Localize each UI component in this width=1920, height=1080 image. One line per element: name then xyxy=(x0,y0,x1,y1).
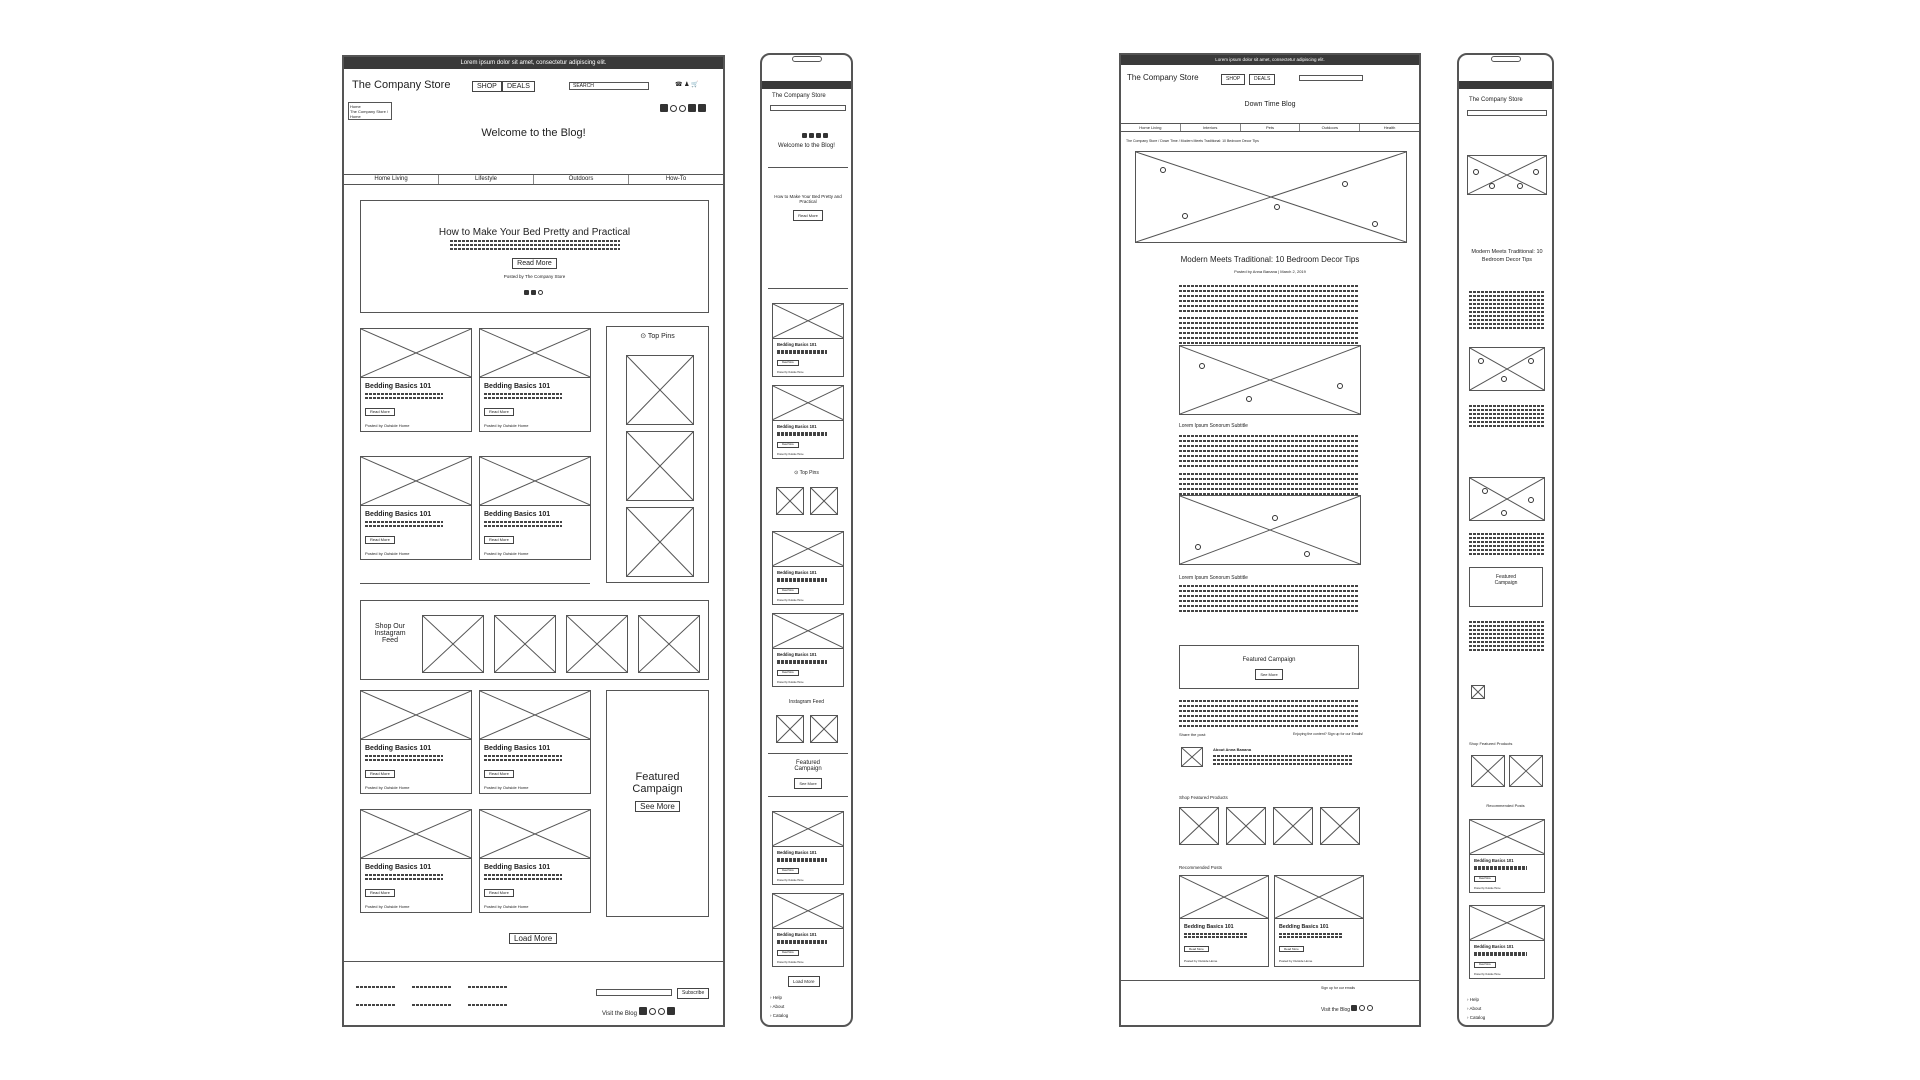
breadcrumb: The Company Store / Home xyxy=(350,109,389,119)
post-card[interactable] xyxy=(772,531,844,605)
nav-item[interactable]: How-To xyxy=(665,176,687,182)
post-title[interactable]: Bedding Basics 101 xyxy=(365,383,432,391)
post-author: Posted by Outside Home xyxy=(1474,972,1501,976)
read-more-button[interactable]: Read More xyxy=(777,950,799,956)
post-title[interactable]: Bedding Basics 101 xyxy=(365,864,432,872)
pin-image xyxy=(626,507,694,577)
read-more-button[interactable]: Read More xyxy=(365,408,395,416)
mobile-article-title: Modern Meets Traditional: 10 Bedroom Decor Tips xyxy=(1471,249,1543,263)
read-more-button[interactable]: Read More xyxy=(777,442,799,448)
post-card[interactable] xyxy=(1274,875,1364,967)
article-deals[interactable]: DEALS xyxy=(1249,74,1275,85)
post-author: Posted by Outside Home xyxy=(777,370,804,374)
post-image xyxy=(479,809,591,859)
post-image xyxy=(772,893,844,929)
social-icons[interactable] xyxy=(660,99,708,117)
hotspot-dot[interactable] xyxy=(1199,363,1205,369)
mobile-article-frame xyxy=(1457,53,1554,1027)
post-title[interactable]: Bedding Basics 101 xyxy=(777,342,817,348)
mobile-article-featured-title: Featured Campaign xyxy=(1494,574,1518,586)
email-signup[interactable] xyxy=(596,989,672,996)
post-image xyxy=(1469,905,1545,941)
product-image xyxy=(1320,807,1360,845)
mobile-article-search[interactable] xyxy=(1467,110,1547,116)
instagram-image xyxy=(810,715,838,743)
mobile-article-footer[interactable]: › Help › About › Catalog xyxy=(1467,997,1486,1020)
post-image xyxy=(772,811,844,847)
visit-blog[interactable] xyxy=(602,1007,677,1017)
category-nav xyxy=(344,174,723,185)
desktop-blog-frame xyxy=(342,55,725,1027)
post-title[interactable]: Bedding Basics 101 xyxy=(484,864,551,872)
footer-link-catalog[interactable]: Catalog xyxy=(772,1013,789,1018)
product-image xyxy=(1509,755,1543,787)
post-title[interactable]: Bedding Basics 101 xyxy=(777,652,817,658)
mobile-article-recommended: Recommended Posts xyxy=(1486,803,1525,808)
post-card[interactable] xyxy=(360,328,472,432)
post-image xyxy=(360,809,472,859)
phone-notch xyxy=(792,56,822,62)
mobile-hero-title[interactable]: How to Make Your Bed Pretty and Practical xyxy=(774,194,842,204)
article-visit[interactable] xyxy=(1321,1005,1375,1013)
visit-blog-label: Visit the Blog xyxy=(602,1011,637,1017)
post-card[interactable] xyxy=(772,385,844,459)
article-hero-image xyxy=(1135,151,1407,243)
author-box: About Anna Banana xyxy=(1213,747,1252,752)
subtitle-1: Lorem Ipsum Sonorum Subtitle xyxy=(1179,423,1248,429)
instagram-image xyxy=(422,615,484,673)
article-featured-title: Featured Campaign xyxy=(1242,657,1296,663)
read-more-button[interactable]: Read More xyxy=(365,770,395,778)
post-image xyxy=(1179,875,1269,919)
hotspot-dot[interactable] xyxy=(1489,183,1495,189)
recommended-label: Recommended Posts xyxy=(1179,865,1223,870)
article-nav-item[interactable]: Interiors xyxy=(1181,124,1241,131)
nav-item[interactable]: Lifestyle xyxy=(439,175,534,184)
article-signup: Sign up for our emails xyxy=(1321,986,1356,990)
page-title: Welcome to the Blog! xyxy=(481,127,586,139)
hotspot-dot[interactable] xyxy=(1528,497,1534,503)
read-more-button[interactable]: Read More xyxy=(777,868,799,874)
post-card[interactable] xyxy=(360,456,472,560)
article-search[interactable] xyxy=(1299,75,1363,81)
featured-campaign xyxy=(606,690,709,917)
read-more-button[interactable]: Read More xyxy=(484,889,514,897)
read-more-button[interactable]: Read More xyxy=(365,536,395,544)
post-card[interactable] xyxy=(772,811,844,885)
article-nav xyxy=(1121,123,1419,132)
read-more-button[interactable]: Read More xyxy=(484,770,514,778)
post-card[interactable] xyxy=(479,690,591,794)
post-card[interactable] xyxy=(360,690,472,794)
article-shop[interactable]: SHOP xyxy=(1221,74,1245,85)
pin-image xyxy=(626,431,694,501)
post-title[interactable]: Bedding Basics 101 xyxy=(1474,944,1514,950)
post-image xyxy=(772,613,844,649)
article-nav-item[interactable]: Health xyxy=(1383,125,1396,130)
store-logo[interactable]: The Company Store xyxy=(352,79,451,91)
mobile-social[interactable] xyxy=(802,125,830,143)
post-author: Posted by Outside Home xyxy=(1279,958,1313,963)
post-image xyxy=(479,328,591,378)
mobile-article-image xyxy=(1469,347,1545,391)
phone-notch-2 xyxy=(1491,56,1521,62)
post-title[interactable]: Bedding Basics 101 xyxy=(777,850,817,856)
post-image xyxy=(479,456,591,506)
post-image xyxy=(360,456,472,506)
read-more-button[interactable]: Read More xyxy=(777,360,799,366)
mobile-search[interactable] xyxy=(770,105,846,111)
post-author: Posted by Outside Home xyxy=(777,680,804,684)
mobile-featured-title: Featured Campaign xyxy=(794,760,822,772)
article-promo-bar: Lorem ipsum dolor sit amet, consectetur adipiscing elit. xyxy=(1121,55,1419,65)
instagram-image xyxy=(776,715,804,743)
read-more-button[interactable]: Read More xyxy=(777,670,799,676)
top-pins-title: ⊙ Top Pins xyxy=(640,333,675,340)
read-more-button[interactable]: Read More xyxy=(1474,876,1496,882)
see-more-button[interactable]: See More xyxy=(635,801,680,812)
post-author: Posted by Outside Home xyxy=(777,452,804,456)
header-icons[interactable]: ☎ ♟ 🛒 xyxy=(675,82,699,88)
author-avatar xyxy=(1181,747,1203,767)
article-blog-name: Down Time Blog xyxy=(1244,101,1296,108)
pin-image xyxy=(626,355,694,425)
mobile-blog-frame xyxy=(760,53,853,1027)
post-title[interactable]: Bedding Basics 101 xyxy=(1184,923,1234,930)
share-post: Share the post: xyxy=(1179,732,1207,737)
read-more-button[interactable]: Read More xyxy=(777,588,799,594)
post-card[interactable] xyxy=(1469,905,1545,979)
read-more-button[interactable]: Read More xyxy=(1279,946,1304,953)
hero-title[interactable]: How to Make Your Bed Pretty and Practical xyxy=(438,227,631,238)
article-nav-item[interactable]: Home Living xyxy=(1121,124,1181,131)
hotspot-dot[interactable] xyxy=(1501,376,1507,382)
post-title[interactable]: Bedding Basics 101 xyxy=(777,932,817,938)
subscribe-button[interactable]: Subscribe xyxy=(677,988,709,999)
hotspot-dot[interactable] xyxy=(1473,169,1479,175)
footer-link-about[interactable]: About xyxy=(772,1004,785,1009)
hero-posted: Posted by The Company Store xyxy=(503,274,566,279)
article-byline: Posted by Anna Banana | March 2, 2019 xyxy=(1234,269,1306,274)
article-breadcrumb[interactable]: The Company Store / Down Time / Modern Meets Traditional: 10 Bedroom Decor Tips xyxy=(1126,139,1259,143)
mobile-promo-bar xyxy=(762,81,851,89)
read-more-button[interactable]: Read More xyxy=(1474,962,1496,968)
mobile-hero xyxy=(768,167,848,289)
hotspot-dot[interactable] xyxy=(1528,358,1534,364)
mobile-title: Welcome to the Blog! xyxy=(778,143,835,149)
featured-title: Featured Campaign xyxy=(632,771,683,795)
article-image-2 xyxy=(1179,495,1361,565)
home-label: Home xyxy=(350,104,361,109)
shop-featured-label: Shop Featured Products xyxy=(1179,795,1228,800)
post-author: Posted by Outside Home xyxy=(777,878,804,882)
post-card[interactable] xyxy=(360,809,472,913)
post-author: Posted by Outside Home xyxy=(777,960,804,964)
pin-image xyxy=(776,487,804,515)
post-author: Posted by Outside Home xyxy=(365,784,410,790)
post-image xyxy=(772,303,844,339)
instagram-label: Shop Our Instagram Feed xyxy=(374,623,406,644)
article-visit-label: Visit the Blog xyxy=(1321,1007,1351,1013)
post-card[interactable] xyxy=(772,613,844,687)
footer-link-catalog-2[interactable]: Catalog xyxy=(1469,1015,1486,1020)
read-more-button[interactable]: Read More xyxy=(1184,946,1209,953)
mobile-article-shop: Shop Featured Products xyxy=(1469,741,1513,746)
deals-menu[interactable]: DEALS xyxy=(502,81,535,92)
post-author: Posted by Outside Home xyxy=(484,903,529,909)
read-more-button[interactable]: Read More xyxy=(365,889,395,897)
article-featured xyxy=(1179,645,1359,689)
home-dropdown[interactable] xyxy=(348,102,392,120)
post-title[interactable]: Bedding Basics 101 xyxy=(484,511,551,519)
promo-bar: Lorem ipsum dolor sit amet, consectetur adipiscing elit. xyxy=(344,57,723,69)
product-image xyxy=(1226,807,1266,845)
mobile-instagram-label: Instagram Feed xyxy=(788,699,825,705)
post-image xyxy=(360,690,472,740)
nav-item[interactable]: Outdoors xyxy=(534,175,629,184)
post-image xyxy=(360,328,472,378)
post-title[interactable]: Bedding Basics 101 xyxy=(777,570,817,576)
post-author: Posted by Outside Home xyxy=(365,422,410,428)
post-card[interactable] xyxy=(1469,819,1545,893)
post-image xyxy=(772,385,844,421)
post-author: Posted by Outside Home xyxy=(1474,886,1501,890)
post-image xyxy=(1469,819,1545,855)
hero-post xyxy=(360,200,709,313)
post-title[interactable]: Bedding Basics 101 xyxy=(484,745,551,753)
hotspot-dot[interactable] xyxy=(1533,169,1539,175)
article-nav-item[interactable]: Pets xyxy=(1241,124,1301,131)
subtitle-2: Lorem Ipsum Sonorum Subtitle xyxy=(1179,575,1248,581)
mobile-top-pins: ⊙ Top Pins xyxy=(794,470,819,476)
post-author: Posted by Outside Home xyxy=(777,598,804,602)
post-title[interactable]: Bedding Basics 101 xyxy=(777,424,817,430)
post-author: Posted by Outside Home xyxy=(365,903,410,909)
top-pins-label: Top Pins xyxy=(647,333,675,340)
read-more-button[interactable]: Read More xyxy=(484,408,514,416)
mobile-read-more[interactable]: Read More xyxy=(793,210,823,221)
shop-menu[interactable]: SHOP xyxy=(472,81,502,92)
mobile-article-image xyxy=(1469,477,1545,521)
article-see-more[interactable]: See More xyxy=(1255,669,1282,680)
post-card[interactable] xyxy=(772,893,844,967)
post-title[interactable]: Bedding Basics 101 xyxy=(484,383,551,391)
post-author: Posted by Outside Home xyxy=(484,784,529,790)
read-more-button[interactable]: Read More xyxy=(484,536,514,544)
product-image xyxy=(1471,755,1505,787)
post-author: Posted by Outside Home xyxy=(484,550,529,556)
instagram-image xyxy=(566,615,628,673)
post-card[interactable] xyxy=(772,303,844,377)
article-nav-item[interactable]: Outdoors xyxy=(1300,124,1360,131)
article-title: Modern Meets Traditional: 10 Bedroom Decor Tips xyxy=(1180,255,1360,264)
post-title[interactable]: Bedding Basics 101 xyxy=(1279,923,1329,930)
post-image xyxy=(479,690,591,740)
post-title[interactable]: Bedding Basics 101 xyxy=(365,511,432,519)
search-input[interactable]: SEARCH xyxy=(569,82,649,90)
post-author: Posted by Outside Home xyxy=(365,550,410,556)
nav-item[interactable]: Home Living xyxy=(344,175,439,184)
post-author: Posted by Outside Home xyxy=(1184,958,1218,963)
post-card[interactable] xyxy=(479,456,591,560)
mobile-article-logo[interactable]: The Company Store xyxy=(1469,97,1523,103)
post-card[interactable] xyxy=(479,328,591,432)
hotspot-dot[interactable] xyxy=(1246,396,1252,402)
author-avatar xyxy=(1471,685,1485,699)
post-title[interactable]: Bedding Basics 101 xyxy=(365,745,432,753)
mobile-featured xyxy=(768,753,848,797)
footer-link-help[interactable]: Help xyxy=(772,995,783,1000)
pin-image xyxy=(810,487,838,515)
article-image-1 xyxy=(1179,345,1361,415)
read-more-button[interactable]: Read More xyxy=(512,258,557,269)
mobile-see-more[interactable]: See More xyxy=(794,778,821,789)
mobile-top-pins-label: Top Pins xyxy=(799,470,819,476)
enjoying-text[interactable]: Enjoying the content? Sign up for our Emails! xyxy=(1293,732,1364,736)
mobile-load-more[interactable]: Load More xyxy=(788,976,820,987)
load-more-button[interactable]: Load More xyxy=(509,933,557,944)
post-image xyxy=(1274,875,1364,919)
product-image xyxy=(1179,807,1219,845)
post-title[interactable]: Bedding Basics 101 xyxy=(1474,858,1514,864)
desktop-article-frame xyxy=(1119,53,1421,1027)
hotspot-dot[interactable] xyxy=(1517,183,1523,189)
product-image xyxy=(1273,807,1313,845)
mobile-logo[interactable]: The Company Store xyxy=(772,93,826,99)
footer-link-about-2[interactable]: About xyxy=(1469,1006,1482,1011)
article-logo[interactable]: The Company Store xyxy=(1127,73,1199,82)
instagram-image xyxy=(638,615,700,673)
instagram-image xyxy=(494,615,556,673)
post-image xyxy=(772,531,844,567)
post-author: Posted by Outside Home xyxy=(484,422,529,428)
mobile-footer-links[interactable]: › Help › About › Catalog xyxy=(770,995,789,1018)
hero-share-icons[interactable] xyxy=(361,282,708,300)
mobile-hero-image xyxy=(1467,155,1547,195)
footer-link-help-2[interactable]: Help xyxy=(1469,997,1480,1002)
post-card[interactable] xyxy=(479,809,591,913)
footer-links xyxy=(356,977,536,1013)
mobile-article-promo xyxy=(1459,81,1552,89)
post-card[interactable] xyxy=(1179,875,1269,967)
mobile-article-featured xyxy=(1469,567,1543,607)
